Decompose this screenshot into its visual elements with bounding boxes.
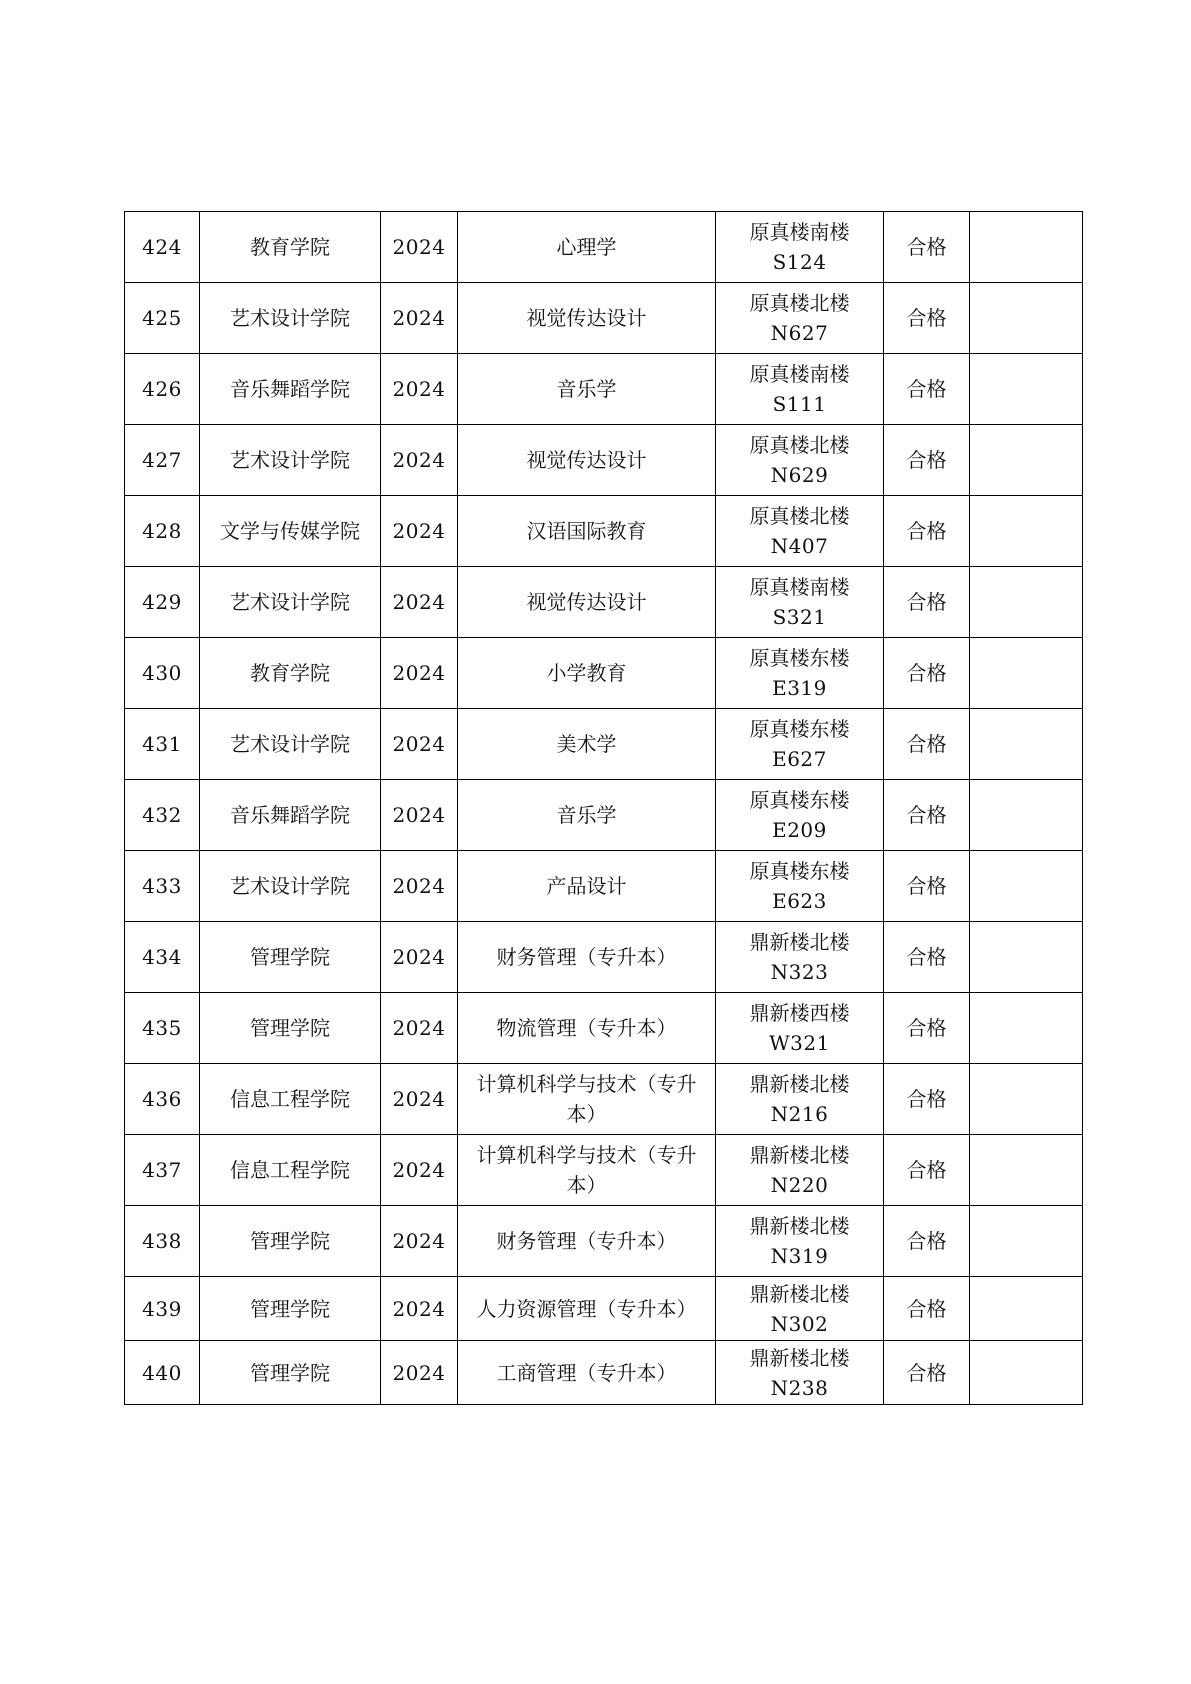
cell-major: 心理学 [458,212,716,283]
table-body [125,212,1083,1405]
cell-college: 音乐舞蹈学院 [200,354,381,425]
cell-result: 合格 [884,922,970,993]
cell-year: 2024 [381,1277,458,1341]
table-row [125,922,1083,993]
table-row [125,567,1083,638]
cell-number: 426 [125,354,200,425]
cell-note [970,851,1083,922]
cell-room [716,1135,884,1206]
room-number: N407 [770,534,829,558]
table-row [125,283,1083,354]
room-building: 原真楼南楼 [749,220,850,244]
table-row [125,425,1083,496]
dormitory-inspection-table [124,211,1083,1405]
cell-room [716,851,884,922]
cell-room [716,922,884,993]
cell-note [970,425,1083,496]
cell-college: 教育学院 [200,638,381,709]
room-building: 原真楼南楼 [749,575,850,599]
cell-college: 管理学院 [200,922,381,993]
cell-college: 信息工程学院 [200,1064,381,1135]
cell-result: 合格 [884,567,970,638]
cell-number: 429 [125,567,200,638]
cell-major: 汉语国际教育 [458,496,716,567]
table-row [125,1277,1083,1341]
cell-result: 合格 [884,638,970,709]
cell-room [716,567,884,638]
room-number: N627 [770,321,829,345]
cell-result: 合格 [884,1064,970,1135]
table-row [125,993,1083,1064]
cell-number: 424 [125,212,200,283]
cell-year: 2024 [381,922,458,993]
cell-college: 艺术设计学院 [200,283,381,354]
cell-note [970,567,1083,638]
cell-number: 436 [125,1064,200,1135]
table-row [125,709,1083,780]
cell-room [716,354,884,425]
room-building: 原真楼东楼 [749,788,850,812]
cell-number: 428 [125,496,200,567]
cell-number: 425 [125,283,200,354]
table-row [125,1206,1083,1277]
cell-result: 合格 [884,1277,970,1341]
room-number: E627 [772,747,827,771]
cell-major: 视觉传达设计 [458,425,716,496]
room-building: 鼎新楼北楼 [749,930,850,954]
cell-result: 合格 [884,993,970,1064]
cell-result: 合格 [884,283,970,354]
cell-college: 管理学院 [200,1341,381,1405]
cell-result: 合格 [884,354,970,425]
cell-note [970,283,1083,354]
cell-room [716,1277,884,1341]
cell-note [970,922,1083,993]
table-row [125,212,1083,283]
cell-room [716,780,884,851]
cell-major: 音乐学 [458,354,716,425]
cell-number: 438 [125,1206,200,1277]
cell-number: 433 [125,851,200,922]
room-number: N629 [770,463,829,487]
room-number: N323 [770,960,829,984]
cell-room [716,709,884,780]
cell-year: 2024 [381,1341,458,1405]
room-building: 原真楼北楼 [749,433,850,457]
cell-year: 2024 [381,1135,458,1206]
cell-room [716,1341,884,1405]
room-number: W321 [769,1031,830,1055]
cell-major: 人力资源管理（专升本） [458,1277,716,1341]
cell-year: 2024 [381,780,458,851]
cell-note [970,638,1083,709]
cell-number: 440 [125,1341,200,1405]
cell-college: 文学与传媒学院 [200,496,381,567]
room-number: N220 [770,1173,829,1197]
cell-college: 信息工程学院 [200,1135,381,1206]
table-row [125,851,1083,922]
table-row [125,354,1083,425]
cell-major: 产品设计 [458,851,716,922]
room-building: 原真楼东楼 [749,859,850,883]
cell-room [716,638,884,709]
cell-major: 美术学 [458,709,716,780]
cell-room [716,425,884,496]
cell-result: 合格 [884,1135,970,1206]
cell-college: 艺术设计学院 [200,425,381,496]
cell-result: 合格 [884,1206,970,1277]
cell-year: 2024 [381,993,458,1064]
room-number: E319 [772,676,827,700]
cell-result: 合格 [884,780,970,851]
cell-major: 计算机科学与技术（专升本） [458,1064,716,1135]
room-number: S321 [772,605,827,629]
cell-note [970,212,1083,283]
cell-year: 2024 [381,1206,458,1277]
cell-major: 计算机科学与技术（专升本） [458,1135,716,1206]
room-number: S124 [772,250,827,274]
cell-major: 工商管理（专升本） [458,1341,716,1405]
cell-major: 财务管理（专升本） [458,1206,716,1277]
cell-note [970,1277,1083,1341]
room-building: 原真楼南楼 [749,362,850,386]
cell-room [716,1206,884,1277]
cell-year: 2024 [381,212,458,283]
cell-college: 音乐舞蹈学院 [200,780,381,851]
cell-year: 2024 [381,709,458,780]
cell-major: 小学教育 [458,638,716,709]
cell-number: 431 [125,709,200,780]
cell-year: 2024 [381,425,458,496]
room-number: N238 [770,1375,829,1400]
cell-college: 管理学院 [200,1206,381,1277]
cell-result: 合格 [884,709,970,780]
cell-major: 视觉传达设计 [458,283,716,354]
cell-note [970,1135,1083,1206]
cell-college: 管理学院 [200,1277,381,1341]
cell-note [970,496,1083,567]
cell-number: 432 [125,780,200,851]
room-number: N216 [770,1102,829,1126]
cell-college: 艺术设计学院 [200,851,381,922]
table-row [125,780,1083,851]
cell-room [716,496,884,567]
cell-number: 435 [125,993,200,1064]
cell-note [970,709,1083,780]
cell-year: 2024 [381,851,458,922]
table-row [125,1064,1083,1135]
cell-year: 2024 [381,283,458,354]
cell-room [716,1064,884,1135]
cell-year: 2024 [381,1064,458,1135]
room-building: 鼎新楼北楼 [749,1072,850,1096]
cell-college: 管理学院 [200,993,381,1064]
cell-major: 音乐学 [458,780,716,851]
cell-number: 439 [125,1277,200,1341]
cell-note [970,354,1083,425]
cell-result: 合格 [884,425,970,496]
cell-result: 合格 [884,212,970,283]
cell-year: 2024 [381,567,458,638]
cell-college: 艺术设计学院 [200,567,381,638]
room-building: 原真楼北楼 [749,504,850,528]
cell-year: 2024 [381,638,458,709]
table-row [125,1135,1083,1206]
room-number: E623 [772,889,827,913]
room-number: S111 [772,392,827,416]
room-building: 鼎新楼北楼 [749,1214,850,1238]
cell-result: 合格 [884,851,970,922]
cell-result: 合格 [884,496,970,567]
room-number: N302 [770,1311,829,1336]
cell-major: 视觉传达设计 [458,567,716,638]
room-number: E209 [772,818,827,842]
cell-year: 2024 [381,354,458,425]
room-number: N319 [770,1244,829,1268]
table-row [125,496,1083,567]
cell-number: 430 [125,638,200,709]
cell-room [716,212,884,283]
room-building: 鼎新楼北楼 [749,1345,850,1370]
cell-college: 教育学院 [200,212,381,283]
cell-note [970,993,1083,1064]
table-row [125,1341,1083,1405]
room-building: 原真楼东楼 [749,646,850,670]
cell-major: 物流管理（专升本） [458,993,716,1064]
cell-note [970,1206,1083,1277]
room-building: 原真楼北楼 [749,291,850,315]
room-building: 鼎新楼西楼 [749,1001,850,1025]
cell-college: 艺术设计学院 [200,709,381,780]
cell-number: 427 [125,425,200,496]
cell-number: 434 [125,922,200,993]
cell-note [970,1064,1083,1135]
cell-note [970,1341,1083,1405]
cell-major: 财务管理（专升本） [458,922,716,993]
cell-room [716,283,884,354]
cell-result: 合格 [884,1341,970,1405]
cell-number: 437 [125,1135,200,1206]
room-building: 鼎新楼北楼 [749,1281,850,1306]
cell-note [970,780,1083,851]
cell-room [716,993,884,1064]
room-building: 鼎新楼北楼 [749,1143,850,1167]
cell-year: 2024 [381,496,458,567]
room-building: 原真楼东楼 [749,717,850,741]
table-row [125,638,1083,709]
